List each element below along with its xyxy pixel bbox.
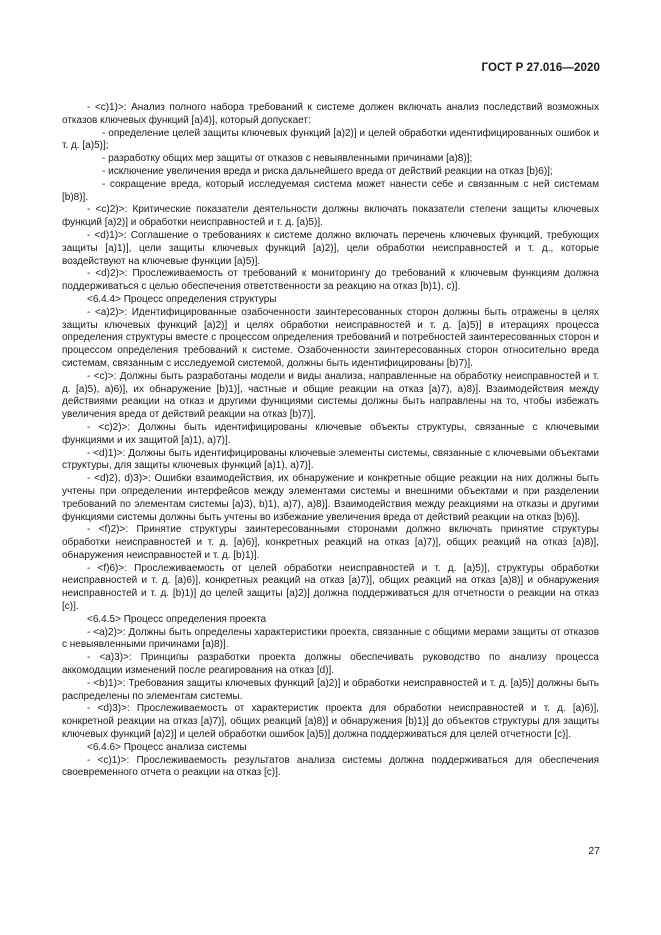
list-item: - сокращение вреда, который исследуемая система может нанести себе и связанным с ней системам [b)8)]. [62,178,599,203]
document-header: ГОСТ Р 27.016—2020 [481,62,600,74]
paragraph: - <f)2)>: Принятие структуры заинтересованными сторонами должно включать принятие структуры обработки неисправностей и т. д. [a)6)], конкретных реакций на отказ [a)7)], общих реакций на отказ [a)8)], обнаружения неисправностей и т. д. [b)1)]. [62,524,599,561]
list-item: - определение целей защиты ключевых функций [a)2)] и целей обработки идентифицированных ошибок и т. д. [a)5)]; [62,127,599,152]
paragraph: - <d)1)>: Соглашение о требованиях к системе должно включать перечень ключевых функций, требующих защиты [a)1)], цели защиты ключевых функций [a)2)], цели обработки неисправностей и т. д., которые воздействуют на ключевые функции [a)5)]. [62,229,599,267]
list-item: - исключение увеличения вреда и риска дальнейшего вреда от действий реакции на отказ [b)6)]; [102,165,553,177]
paragraph: - <d)2), d)3)>: Ошибки взаимодействия, их обнаружение и конкретные общие реакции на них должны быть учтены при определении интерфейсов между элементами системы и внешними объектами и при разделении требований по элементам системы [a)3), b)1), a)7), a)8)]. Взаимодействия между реакциями на отказы и другими функциями системы должны быть учтены во избежание увеличения вреда от действий реакции на отказ [b)6)]. [62,473,599,523]
paragraph: - <a)3)>: Принципы разработки проекта должны обеспечивать руководство по анализу процесса аккомодации изменений после реагирования на отказ [d)]. [62,652,599,677]
document-body [62,102,599,780]
paragraph: - <c)1)>: Анализ полного набора требований к системе должен включать анализ последствий возможных отказов ключевых функций [a)4)], который допускает: [62,102,599,126]
paragraph: - <d)2)>: Прослеживаемость от требований к мониторингу до требований к ключевым функциям должна поддерживаться с целью обеспечения ответственности за реакцию на отказ [b)1), c)]. [62,268,599,293]
section-heading: <6.4.4> Процесс определения структуры [87,293,277,305]
paragraph: - <a)2)>: Идентифицированные озабоченности заинтересованных сторон должны быть отражены в целях защиты ключевых функций [a)2)] и целях обработки неисправностей и т. д. [a)5)] в итерациях процесса определения структуры вместе с процессом определения требований и потребностей заинтересованных сторон и процессом определения требований к системе. Озабоченности заинтересованных сторон относительно вреда системам, связанным с исследуемой системой, должны быть идентифицированы [b)7)]. [62,306,599,369]
paragraph: - <a)2)>: Должны быть определены характеристики проекта, связанные с общими мерами защиты от отказов с невыявленными причинами [a)8)]. [62,626,599,651]
list-item: - разработку общих мер защиты от отказов с невыявленными причинами [a)8)]; [102,153,473,165]
paragraph: - <c)2)>: Критические показатели деятельности должны включать показатели степени защиты ключевых функций [a)2)] и обработки неисправностей и т. д. [a)5)]. [62,204,599,229]
page-number: 27 [588,845,600,857]
paragraph: - <c)2)>: Должны быть идентифицированы ключевые объекты структуры, связанные с ключевыми функциями и их защитой [a)1), a)7)]. [62,421,599,446]
paragraph: - <c)>: Должны быть разработаны модели и виды анализа, направленные на обработку неисправностей и т. д. [a)5), a)6)], их обнаружение [b)1)], частные и общие реакции на отказ [a)7), a)8)]. Взаимодействия между действиями реакции на отказ и другими функциями системы должны быть направлены на то, чтобы избежать увеличения вреда от действий реакции на отказ [b)7)]. [62,370,599,421]
paragraph: - <d)1)>: Должны быть идентифицированы ключевые элементы системы, связанные с ключевыми объектами структуры, для защиты ключевых функций [a)1), a)7)]. [62,447,599,472]
paragraph: - <c)1)>: Прослеживаемость результатов анализа системы должна поддерживаться для обеспечения своевременного отчета о реакции на отказ [c)]. [62,754,599,779]
section-heading: <6.4.5> Процесс определения проекта [87,613,267,625]
paragraph: - <b)1)>: Требования защиты ключевых функций [a)2)] и обработки неисправностей и т. д. [a)5)] должны быть распределены по элементам системы. [62,677,599,702]
paragraph: - <f)6)>: Прослеживаемость от целей обработки неисправностей и т. д. [a)5)], структуры обработки неисправностей и т. д. [a)6)], конкретных реакций на отказ [a)7)], общих реакций на отказ [a)8)] и обнаружения неисправностей и т. д. [b)1)] до целей защиты [a)2)] должна поддерживаться для отчетности о реакции на отказ [c)]. [62,562,599,613]
section-heading: <6.4.6> Процесс анализа системы [87,741,247,753]
paragraph: - <d)3)>: Прослеживаемость от характеристик проекта для обработки неисправностей и т. д. [a)6)], конкретной реакции на отказ [a)7)], общих реакций [a)8)] и обнаружения [b)1)] до объектов структуры для защиты ключевых функций [a)2)] и целей обработки ошибок [a)5)] должна поддерживаться для целей отчетности [c)]. [62,703,599,741]
